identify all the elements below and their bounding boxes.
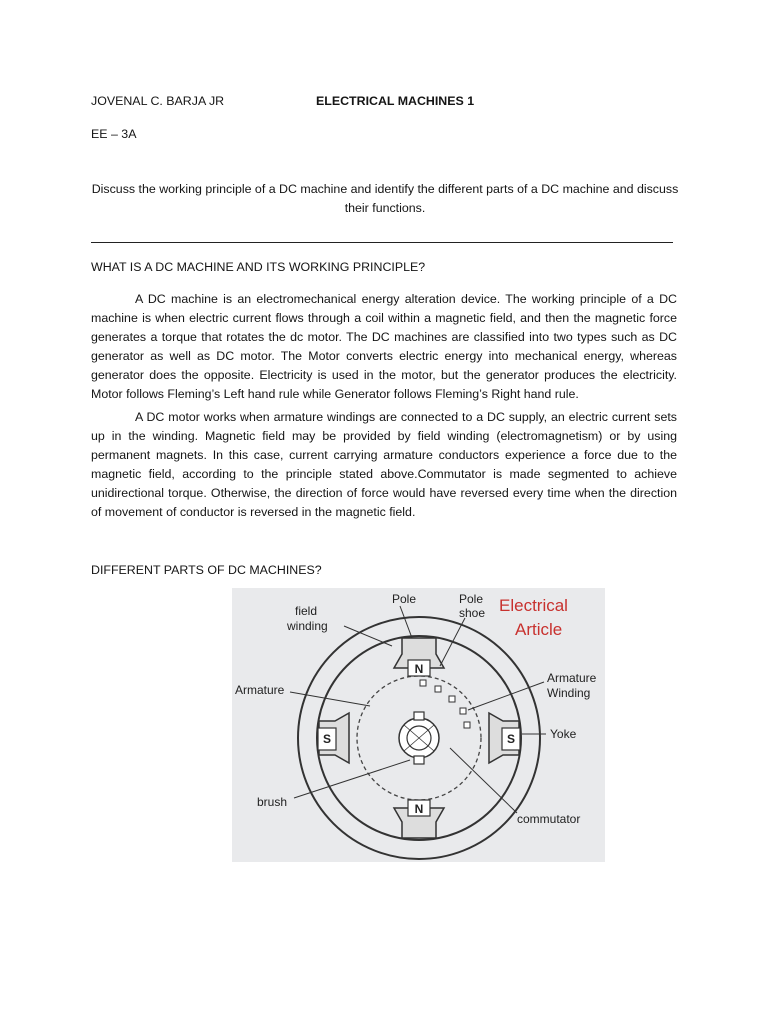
pole-top [394,638,444,676]
leader-lines [290,606,546,813]
author-name: JOVENAL C. BARJA JR [91,94,225,108]
pole-mark-top: N [414,662,424,676]
label-field-winding-line1: field [295,604,318,618]
assignment-prompt: Discuss the working principle of a DC machine and identify the different parts of a DC machine and discuss their functions. [91,182,679,215]
label-brush: brush [257,795,288,809]
label-armature-winding-line1: Armature [547,671,597,685]
pole-mark-right: S [506,732,516,746]
dc-machine-diagram [232,588,605,862]
pole-left [318,713,349,763]
commutator [399,712,439,764]
pole-mark-bottom: N [414,802,424,816]
label-yoke: Yoke [550,727,577,741]
divider-line [91,242,673,243]
pole-bottom [394,800,444,838]
brand-text-line1: Electrical [499,596,568,615]
label-pole-shoe-line2: shoe [459,606,486,620]
section-heading-parts: DIFFERENT PARTS OF DC MACHINES? [91,563,322,577]
label-pole: Pole [392,592,417,606]
section-code: EE – 3A [91,127,137,141]
label-armature: Armature [235,683,285,697]
label-armature-winding-line2: Winding [547,686,591,700]
course-title: ELECTRICAL MACHINES 1 [316,94,475,108]
label-commutator: commutator [517,812,581,826]
pole-right [489,713,520,763]
section-heading-principle: WHAT IS A DC MACHINE AND ITS WORKING PRINCIPLE? [91,260,426,274]
paragraph-dc-machine: A DC machine is an electromechanical energy alteration device. The working principle of a DC machine is when electric current flows through a coil within a magnetic field, and then the magnetic force generates a torque that rotates the dc motor. The DC machines are classified into two types such as DC generator as well as DC motor. The Motor converts electric energy into mechanical energy, whereas generator does the opposite. Electricity is used in the motor, but the generator produces the electricity. Motor follows Fleming’s Left hand rule while Generator follows Fleming’s Right hand rule. [91,292,677,401]
brand-text-line2: Article [515,620,563,639]
label-field-winding-line2: winding [287,619,328,633]
dc-machine-drawing [232,588,605,862]
pole-mark-left: S [322,732,332,746]
label-pole-shoe-line1: Pole [459,592,484,606]
paragraph-dc-motor: A DC motor works when armature windings are connected to a DC supply, an electric current sets up in the winding. Magnetic field may be provided by field winding (electromagnetism) or by using permanent magnets. In this case, current carrying armature conductors experience a force due to the magnetic field, according to the principle stated above.Commutator is made segmented to achieve unidirectional torque. Otherwise, the direction of force would have reversed every time when the direction of movement of conductor is reversed in the magnetic field. [91,410,677,519]
